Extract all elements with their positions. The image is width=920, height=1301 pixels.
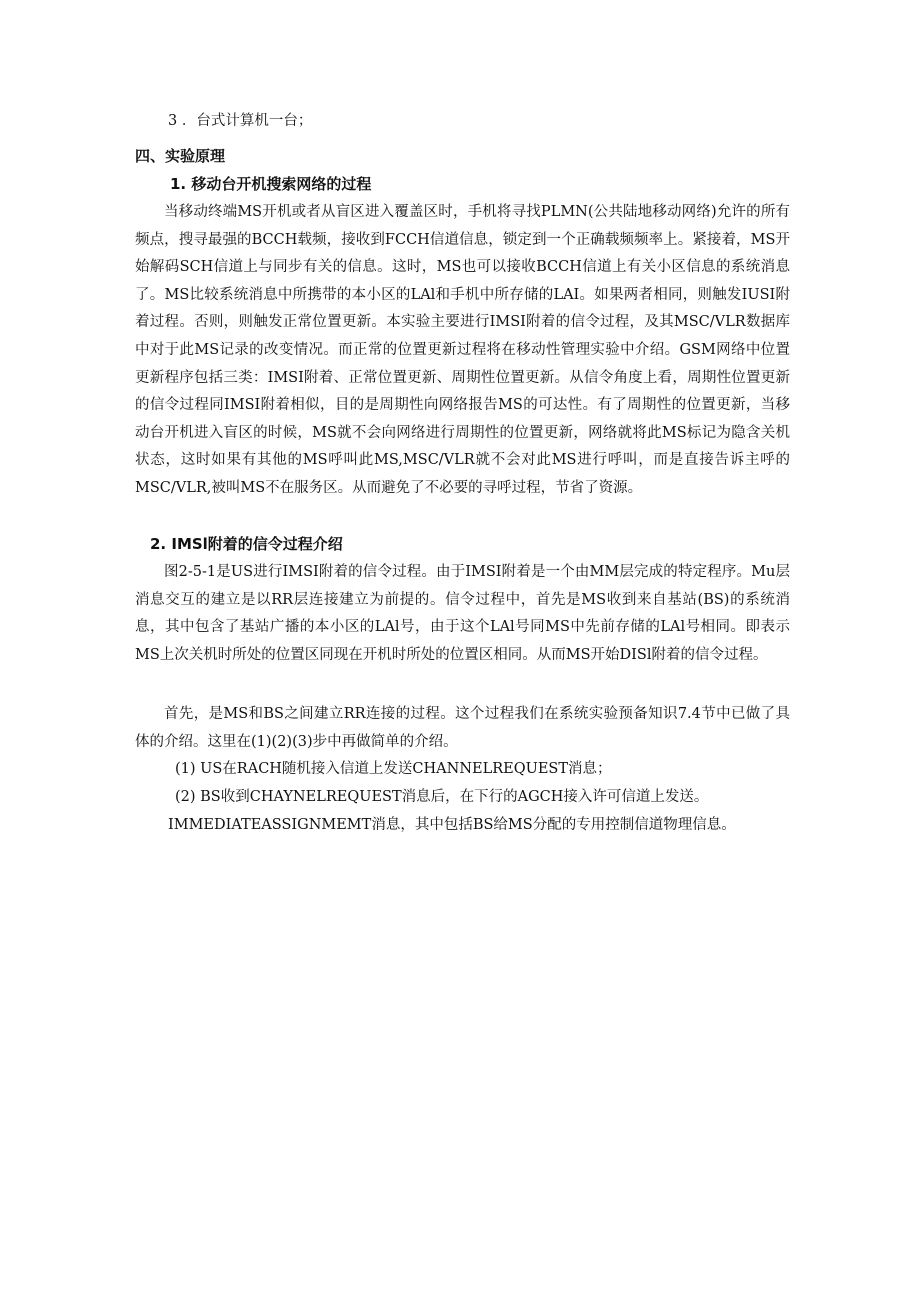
paragraph-rr-connection: 首先，是MS和BS之间建立RR连接的过程。这个过程我们在系统实验预备知识7.4节中已做了具体的介绍。这里在(1)(2)(3)步中再做简单的介绍。 bbox=[135, 706, 790, 750]
step-1: (1) US在RACH随机接入信道上发送CHANNELREQUEST消息； bbox=[175, 761, 612, 777]
paragraph-network-search: 当移动终端MS开机或者从盲区进入覆盖区时，手机将寻找PLMN(公共陆地移动网络)允许的所有频点，搜寻最强的BCCH载频，接收到FCCH信道信息，锁定到一个正确载频频率上。紧接着，MS开始解码SCH信道上与同步有关的信息。这时，MS也可以接收BCCH信道上有关小区信息的系统消息了。MS比较系统消息中所携带的本小区的LAl和手机中所存储的LAI。如果两者相同，则触发IUSI附着过程。否则，则触发正常位置更新。本实验主要进行IMSI附着的信令过程，及其MSC/VLR数据库中对于此MS记录的改变情况。而正常的位置更新过程将在移动性管理实验中介绍。GSM网络中位置更新程序包括三类：IMSI附着、正常位置更新、周期性位置更新。从信令角度上看，周期性位置更新的信令过程同IMSI附着相似，目的是周期性向网络报告MS的可达性。有了周期性的位置更新，当移动台开机进入盲区的时候，MS就不会向网络进行周期性的位置更新，网络就将此MS标记为隐含关机状态，这时如果有其他的MS呼叫此MS,MSC/VLR就不会对此MS进行呼叫，而是直接告诉主呼的MSC/VLR,被叫MS不在服务区。从而避免了不必要的寻呼过程，节省了资源。 bbox=[135, 204, 790, 496]
step-2: (2) BS收到CHAYNELREQUEST消息后，在下行的AGCH接入许可信道上发送。 bbox=[175, 789, 709, 805]
equipment-item-3: 3 ．台式计算机一台； bbox=[168, 113, 313, 129]
subsection-heading-network-search: 1. 移动台开机搜索网络的过程 bbox=[170, 175, 372, 193]
paragraph-imsi-attach: 图2-5-1是US进行IMSI附着的信令过程。由于IMSI附着是一个由MM层完成的特定程序。Mu层消息交互的建立是以RR层连接建立为前提的。信令过程中，首先是MS收到来自基站(BS)的系统消息，其中包含了基站广播的本小区的LAl号，由于这个LAl号同MS中先前存储的LAl号相同。即表示MS上次关机时所处的位置区同现在开机时所处的位置区相同。从而MS开始DISl附着的信令过程。 bbox=[135, 564, 790, 663]
section-heading-principles: 四、实验原理 bbox=[135, 147, 226, 165]
subsection-heading-imsi-attach: 2. IMSl附着的信令过程介绍 bbox=[150, 535, 343, 553]
step-2-continued: IMMEDIATEASSIGNMEMT消息，其中包括BS给MS分配的专用控制信道物理信息。 bbox=[168, 817, 736, 833]
